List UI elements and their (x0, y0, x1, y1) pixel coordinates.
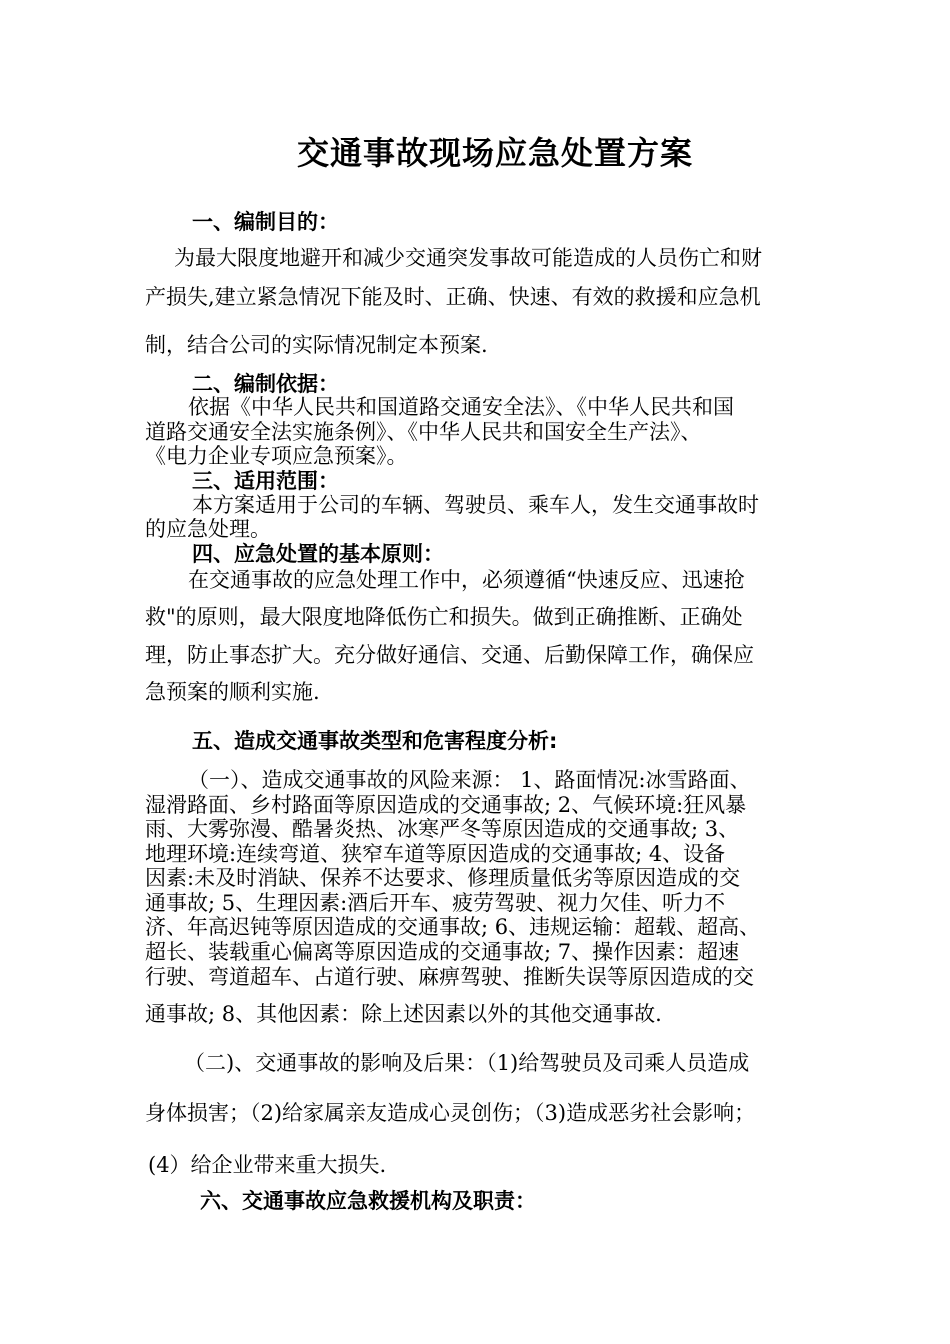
paragraph-line: (4）给企业带来重大损失. (148, 1153, 387, 1177)
paragraph-line: （一）、造成交通事故的风险来源： 1、路面情况:冰雪路面、 (188, 768, 751, 792)
paragraph-line: 地理环境:连续弯道、狭窄车道等原因造成的交通事故; 4、设备 (145, 842, 726, 866)
paragraph-line: 本方案适用于公司的车辆、驾驶员、乘车人，发生交通事故时 (192, 493, 759, 517)
section-heading-2: 二、编制依据： (192, 372, 339, 396)
section-heading-4: 四、应急处置的基本原则： (192, 542, 444, 566)
paragraph-line: 雨、大雾弥漫、酷暑炎热、冰寒严冬等原因造成的交通事故; 3、 (145, 817, 740, 841)
paragraph-line: 依据《中华人民共和国道路交通安全法》、《中华人民共和国 (188, 395, 734, 419)
section-heading-3: 三、适用范围： (192, 469, 339, 493)
paragraph-line: 因素:未及时消缺、保养不达要求、修理质量低劣等原因造成的交 (145, 866, 741, 890)
paragraph-line: 道路交通安全法实施条例》、《中华人民共和国安全生产法》、 (145, 420, 702, 444)
paragraph-line: 济、年高迟钝等原因造成的交通事故; 6、违规运输：超载、超高、 (145, 915, 761, 939)
section-heading-1: 一、编制目的： (192, 210, 339, 234)
paragraph-line: 救"的原则，最大限度地降低伤亡和损失。做到正确推断、正确处 (145, 605, 743, 629)
paragraph-line: 理，防止事态扩大。充分做好通信、交通、后勤保障工作，确保应 (145, 643, 754, 667)
paragraph-line: 身体损害；（2)给家属亲友造成心灵创伤；（3)造成恶劣社会影响； (145, 1101, 756, 1125)
paragraph-line: 急预案的顺利实施. (145, 680, 320, 704)
paragraph-line: 产损失,建立紧急情况下能及时、正确、快速、有效的救援和应急机 (145, 285, 761, 309)
paragraph-line: 湿滑路面、乡村路面等原因造成的交通事故; 2、气候环境:狂风暴 (145, 793, 747, 817)
paragraph-line: 的应急处理。 (145, 517, 271, 541)
paragraph-line: 超长、装载重心偏离等原因造成的交通事故; 7、操作因素：超速 (145, 940, 740, 964)
page-title: 交通事故现场应急处置方案 (296, 134, 693, 172)
paragraph-line: 行驶、弯道超车、占道行驶、麻痹驾驶、推断失误等原因造成的交 (145, 965, 754, 989)
paragraph-line: 制，结合公司的实际情况制定本预案. (145, 333, 488, 357)
paragraph-line: （二)、交通事故的影响及后果：（1)给驾驶员及司乘人员造成 (184, 1051, 750, 1075)
paragraph-line: 在交通事故的应急处理工作中，必须遵循“快速反应、迅速抢 (188, 568, 745, 592)
paragraph-line: 为最大限度地避开和减少交通突发事故可能造成的人员伤亡和财 (174, 246, 762, 270)
paragraph-line: 《电力企业专项应急预案》。 (145, 444, 408, 468)
section-heading-5: 五、造成交通事故类型和危害程度分析: (192, 729, 558, 753)
paragraph-line: 通事故; 5、生理因素:酒后开车、疲劳驾驶、视力欠佳、听力不 (145, 891, 726, 915)
paragraph-line: 通事故; 8、其他因素：除上述因素以外的其他交通事故. (145, 1002, 662, 1026)
section-heading-6: 六、交通事故应急救援机构及职责： (200, 1189, 536, 1213)
